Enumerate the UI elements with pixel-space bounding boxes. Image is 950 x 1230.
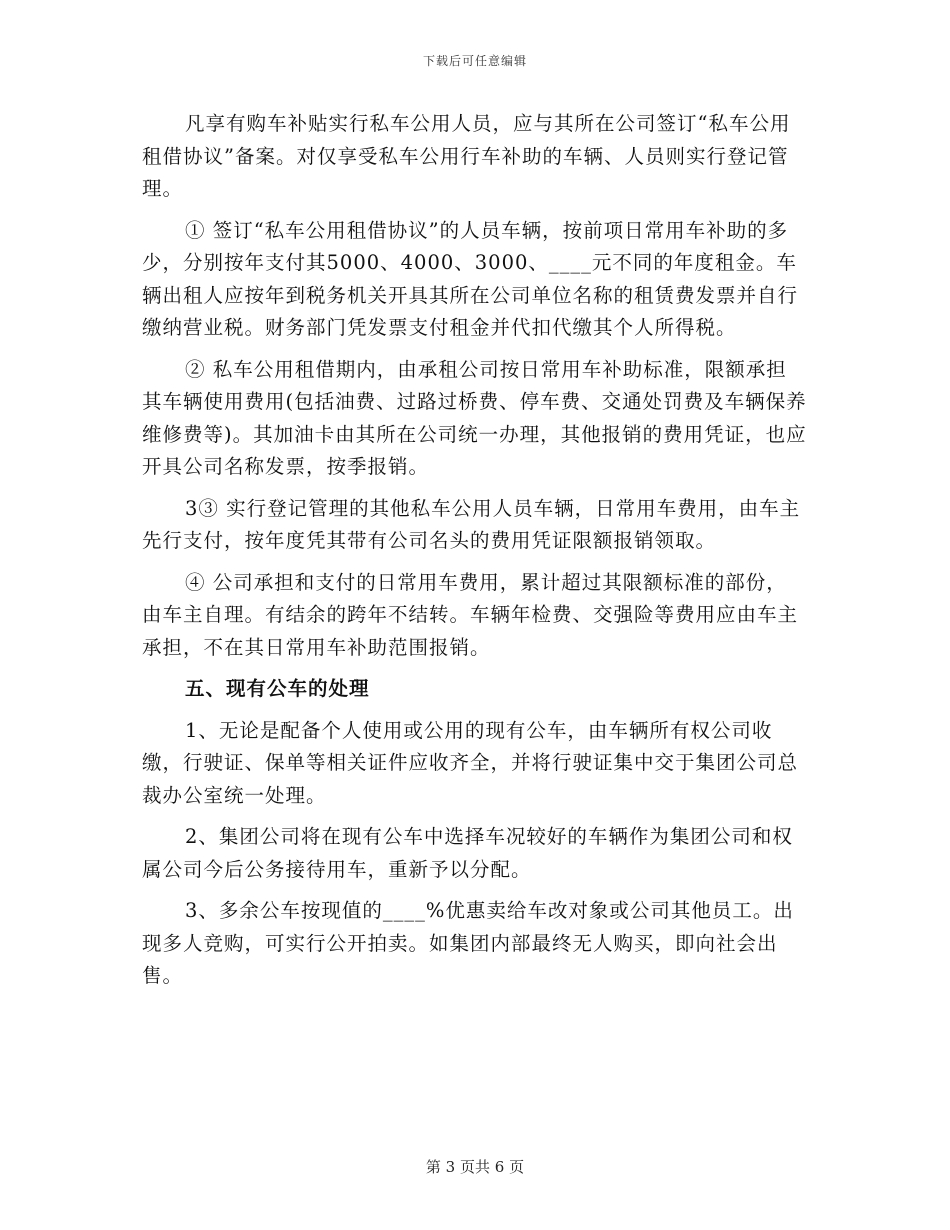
paragraph-2: ① 签订“私车公用租借协议”的人员车辆，按前项日常用车补助的多少，分别按年支付其5000、4000、3000、____元不同的年度租金。车辆出租人应按年到税务机关开具其所在公司单位名称的租赁费发票并自行缴纳营业税。财务部门凭发票支付租金并代扣代缴其个人所得税。 (142, 218, 799, 339)
page-header: 下载后可任意编辑 (422, 54, 527, 68)
paragraph-1: 凡享有购车补贴实行私车公用人员，应与其所在公司签订“私车公用租借协议”备案。对仅享受私车公用行车补助的车辆、人员则实行登记管理。 (142, 112, 791, 200)
paragraph-5: ④ 公司承担和支付的日常用车费用，累计超过其限额标准的部份，由车主自理。有结余的跨年不结转。车辆年检费、交强险等费用应由车主承担，不在其日常用车补助范围报销。 (142, 570, 799, 659)
document-body (142, 108, 807, 1002)
paragraph-4: 3③ 实行登记管理的其他私车公用人员车辆，日常用车费用，由车主先行支付，按年度凭其带有公司名头的费用凭证限额报销领取。 (142, 496, 801, 552)
section-heading: 五、现有公车的处理 (185, 677, 370, 700)
paragraph-8: 3、多余公车按现值的____%优惠卖给车改对象或公司其他员工。出现多人竞购，可实行公开拍卖。如集团内部最终无人购买，即向社会出售。 (142, 899, 794, 987)
paragraph-3: ② 私车公用租借期内，由承租公司按日常用车补助标准，限额承担其车辆使用费用(包括油费、过路过桥费、停车费、交通处罚费及车辆保养维修费等)。其加油卡由其所在公司统一办理，其他报销的费用凭证，也应开具公司名称发票，按季报销。 (142, 357, 807, 478)
page-footer: 第 3 页共 6 页 (425, 1158, 525, 1176)
paragraph-6: 1、无论是配备个人使用或公用的现有公车，由车辆所有权公司收缴，行驶证、保单等相关证件应收齐全，并将行驶证集中交于集团公司总裁办公室统一处理。 (142, 718, 799, 807)
paragraph-7: 2、集团公司将在现有公车中选择车况较好的车辆作为集团公司和权属公司今后公务接待用车，重新予以分配。 (142, 825, 793, 881)
